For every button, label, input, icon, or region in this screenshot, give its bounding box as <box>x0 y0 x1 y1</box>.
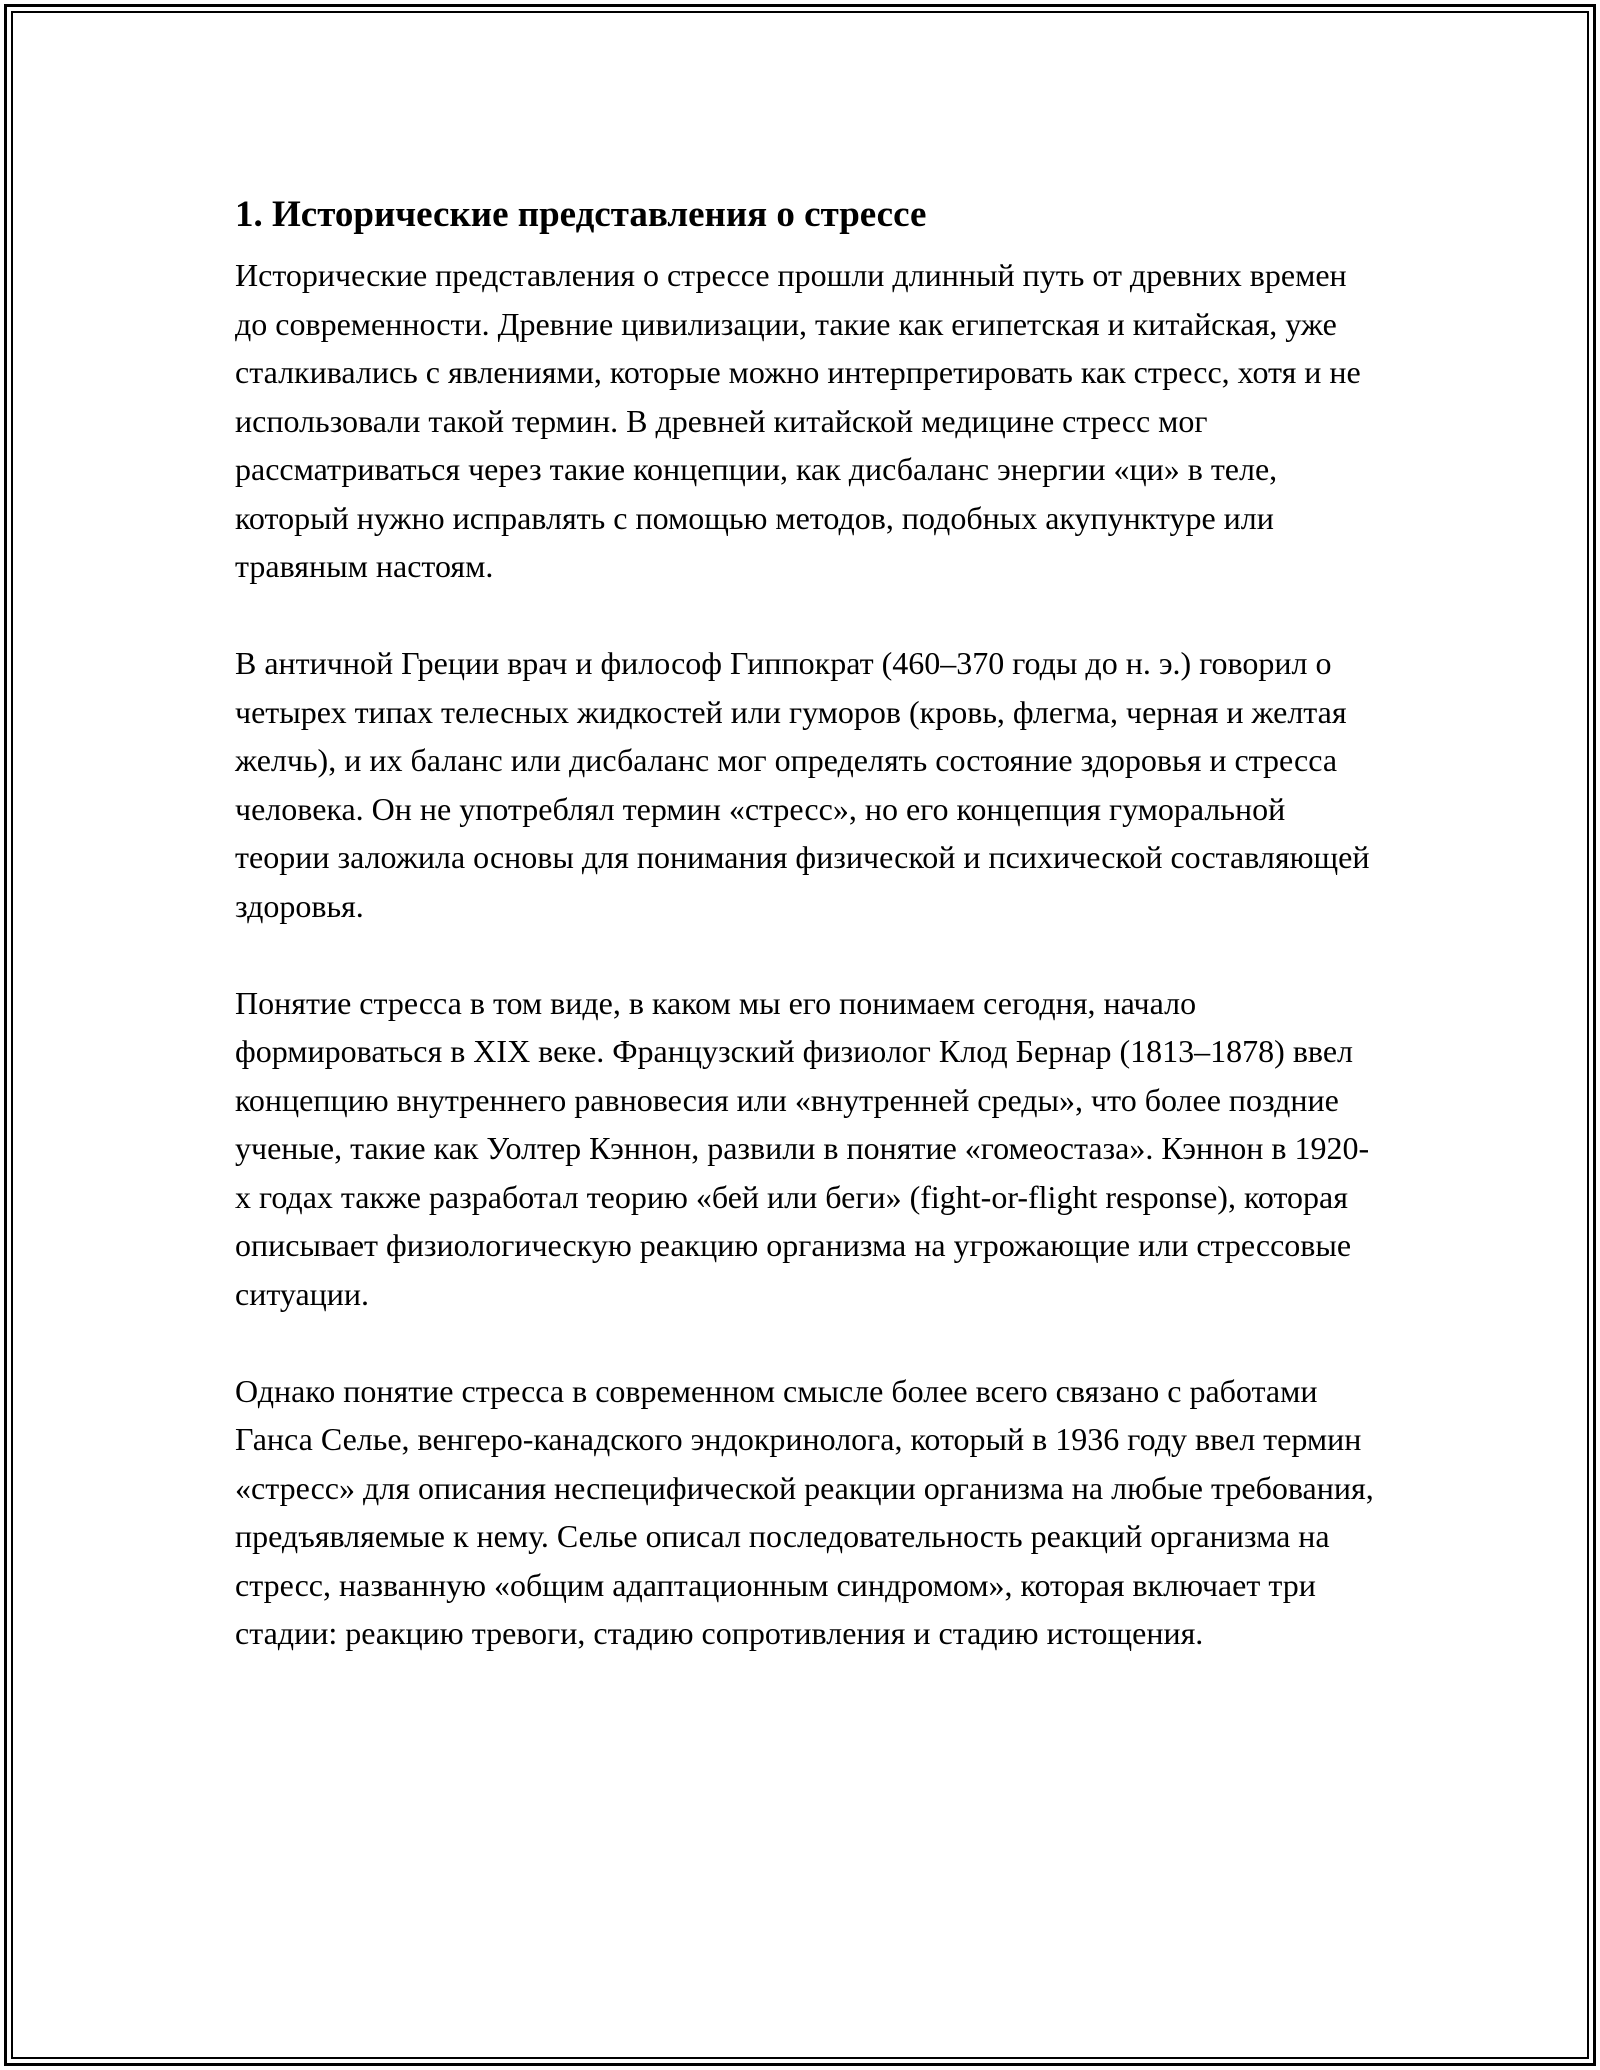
paragraph-3: Понятие стресса в том виде, в каком мы его понимаем сегодня, начало формироваться в XIX веке. Французский физиолог Клод Бернар (1813–1878) ввел концепцию внутреннего равновесия или «внутренней среды», что более поздние ученые, такие как Уолтер Кэннон, развили в понятие «гомеостаза». Кэннон в 1920-х годах также разработал теорию «бей или беги» (fight-or-flight response), которая описывает физиологическую реакцию организма на угрожающие или стрессовые ситуации. <box>235 984 1370 1312</box>
section-heading: 1. Исторические представления о стрессе <box>235 194 927 235</box>
paragraph-1: Исторические представления о стрессе прошли длинный путь от древних времен до современности. Древние цивилизации, такие как египетская и китайская, уже сталкивались с явлениями, которые можно интерпретировать как стресс, хотя и не использовали такой термин. В древней китайской медицине стресс мог рассматриваться через такие концепции, как дисбаланс энергии «ци» в теле, который нужно исправлять с помощью методов, подобных акупунктуре или травяным настоям. <box>235 257 1361 584</box>
paragraph-4: Однако понятие стресса в современном смысле более всего связано с работами Ганса Селье, венгеро-канадского эндокринолога, который в 1936 году ввел термин «стресс» для описания неспецифической реакции организма на любые требования, предъявляемые к нему. Селье описал последовательность реакций организма на стресс, названную «общим адаптационным синдромом», которая включает три стадии: реакцию тревоги, стадию сопротивления и стадию истощения. <box>235 1372 1374 1651</box>
paragraph-2: В античной Греции врач и философ Гиппократ (460–370 годы до н. э.) говорил о четырех типах телесных жидкостей или гуморов (кровь, флегма, черная и желтая желчь), и их баланс или дисбаланс мог определять состояние здоровья и стресса человека. Он не употреблял термин «стресс», но его концепция гуморальной теории заложила основы для понимания физической и психической составляющей здоровья. <box>235 645 1370 924</box>
document-body <box>235 186 1375 1658</box>
